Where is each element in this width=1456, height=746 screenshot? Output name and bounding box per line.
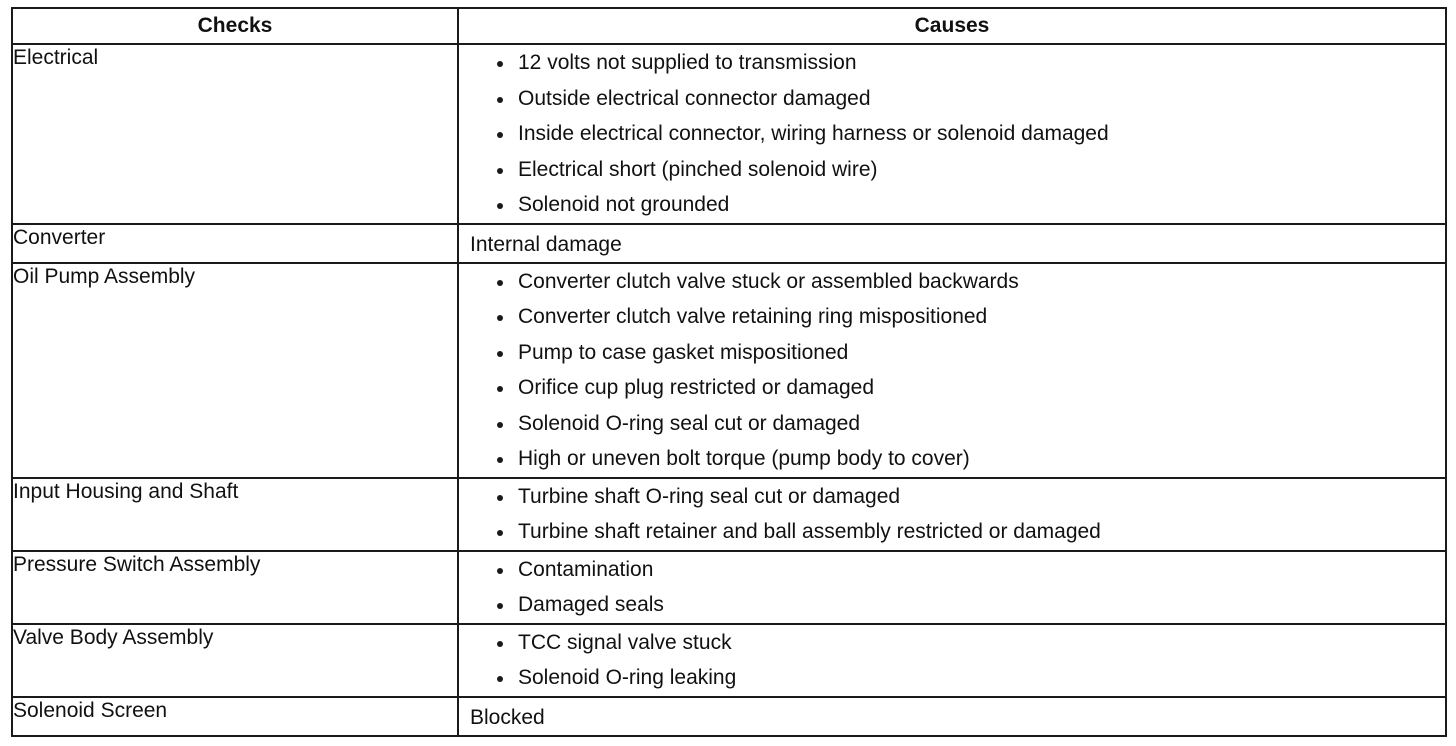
cause-item: Converter clutch valve retaining ring mispositioned (459, 299, 1445, 335)
cause-list (459, 625, 1445, 696)
table-row-oil-pump-assembly (12, 263, 1446, 478)
cause-item: Solenoid O-ring leaking (459, 660, 1445, 696)
table-row-input-housing-and-shaft (12, 478, 1446, 551)
causes-cell (458, 478, 1446, 551)
causes-cell (458, 263, 1446, 478)
check-cell: Solenoid Screen (12, 697, 458, 736)
table-row-valve-body-assembly (12, 624, 1446, 697)
cause-item: TCC signal valve stuck (459, 625, 1445, 661)
check-cell: Converter (12, 224, 458, 263)
check-cell: Valve Body Assembly (12, 624, 458, 697)
cause-item: 12 volts not supplied to transmission (459, 45, 1445, 81)
cause-item: Pump to case gasket mispositioned (459, 335, 1445, 371)
causes-column-header: Causes (458, 8, 1446, 44)
cause-item: Inside electrical connector, wiring harness or solenoid damaged (459, 116, 1445, 152)
check-cell: Pressure Switch Assembly (12, 551, 458, 624)
cause-item: Contamination (459, 552, 1445, 588)
causes-cell (458, 551, 1446, 624)
cause-item: High or uneven bolt torque (pump body to cover) (459, 441, 1445, 477)
cause-item: Electrical short (pinched solenoid wire) (459, 152, 1445, 188)
table-row-electrical (12, 44, 1446, 224)
cause-list (459, 264, 1445, 477)
cause-item: Solenoid not grounded (459, 187, 1445, 223)
cause-item: Solenoid O-ring seal cut or damaged (459, 406, 1445, 442)
cause-text-cell: Internal damage (458, 224, 1446, 263)
header-row (12, 8, 1446, 44)
cause-list (459, 479, 1445, 550)
checks-column-header: Checks (12, 8, 458, 44)
cause-list (459, 552, 1445, 623)
cause-item: Outside electrical connector damaged (459, 81, 1445, 117)
cause-list (459, 45, 1445, 223)
cause-item: Turbine shaft retainer and ball assembly restricted or damaged (459, 514, 1445, 550)
table-row-pressure-switch-assembly (12, 551, 1446, 624)
cause-item: Turbine shaft O-ring seal cut or damaged (459, 479, 1445, 515)
causes-cell (458, 624, 1446, 697)
check-cell: Oil Pump Assembly (12, 263, 458, 478)
cause-item: Damaged seals (459, 587, 1445, 623)
check-cell: Input Housing and Shaft (12, 478, 458, 551)
causes-cell (458, 44, 1446, 224)
cause-item: Orifice cup plug restricted or damaged (459, 370, 1445, 406)
cause-text-cell: Blocked (458, 697, 1446, 736)
table-row-converter (12, 224, 1446, 263)
table-row-solenoid-screen (12, 697, 1446, 736)
cause-item: Converter clutch valve stuck or assembled backwards (459, 264, 1445, 300)
diagnosis-table (11, 7, 1447, 737)
check-cell: Electrical (12, 44, 458, 224)
